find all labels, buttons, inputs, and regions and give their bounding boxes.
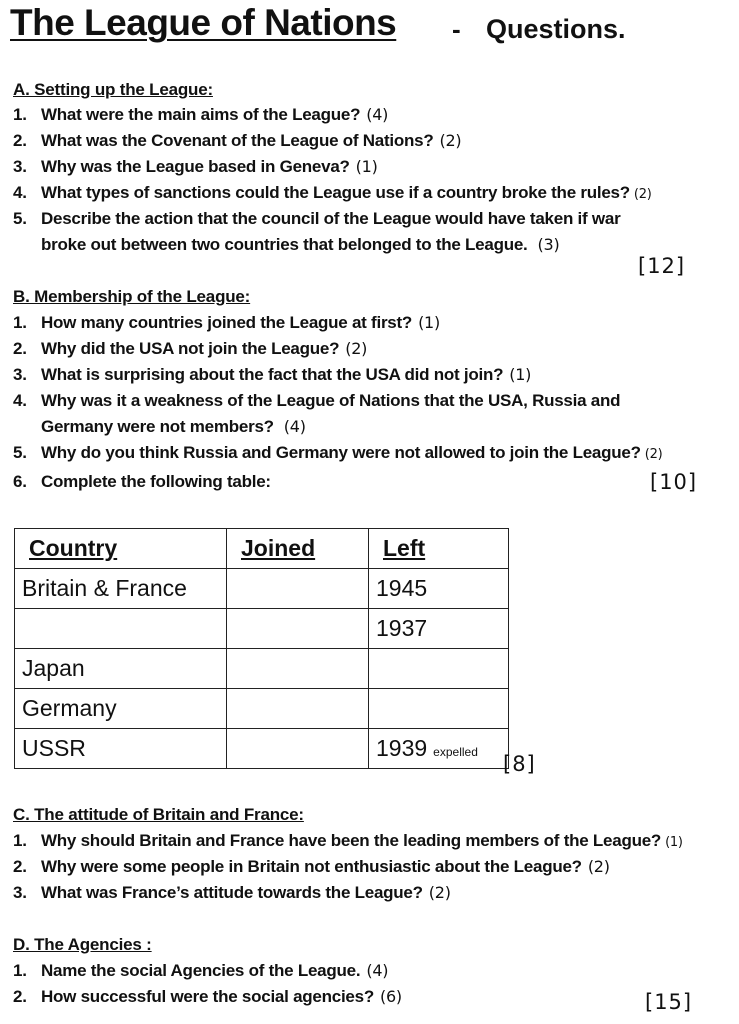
question-d2 xyxy=(13,987,402,1007)
question-text: How successful were the social agencies? xyxy=(41,987,374,1006)
question-number: 4. xyxy=(13,183,27,202)
question-text: What were the main aims of the League? xyxy=(41,105,361,124)
question-mark: (4) xyxy=(366,961,389,980)
table-row xyxy=(15,609,509,649)
question-mark: (3) xyxy=(537,235,560,254)
left-year: 1939 xyxy=(376,735,428,761)
question-number: 2. xyxy=(13,857,27,876)
question-text: Why was the League based in Geneva? xyxy=(41,157,350,176)
question-text: How many countries joined the League at first? xyxy=(41,313,413,332)
column-header-joined: Joined xyxy=(227,529,369,569)
left-year: 1945 xyxy=(376,575,428,601)
question-number: 1. xyxy=(13,961,27,980)
question-number: 3. xyxy=(13,883,27,902)
column-header-left: Left xyxy=(369,529,509,569)
cell-country: USSR xyxy=(15,729,227,769)
question-b3 xyxy=(13,365,531,385)
section-c-heading: C. The attitude of Britain and France: xyxy=(13,805,304,824)
question-mark: (6) xyxy=(379,987,402,1006)
question-number: 2. xyxy=(13,339,27,358)
cell-left xyxy=(369,729,509,769)
question-b4-continued xyxy=(41,417,306,437)
cell-left xyxy=(369,689,509,729)
cell-left xyxy=(369,569,509,609)
question-text: Why was it a weakness of the League of Nations that the USA, Russia and xyxy=(41,391,621,410)
question-text: Why do you think Russia and Germany were not allowed to join the League? xyxy=(41,443,641,462)
question-a5 xyxy=(13,209,620,229)
section-d-heading: D. The Agencies : xyxy=(13,935,152,954)
question-b2 xyxy=(13,339,367,359)
section-b-heading: B. Membership of the League: xyxy=(13,287,251,306)
question-mark: (1) xyxy=(355,157,378,176)
page-title: The League of Nations xyxy=(10,2,397,43)
question-text: Name the social Agencies of the League. xyxy=(41,961,361,980)
question-mark: (1) xyxy=(418,313,440,332)
table-total: [8] xyxy=(503,752,536,776)
question-number: 3. xyxy=(13,365,27,384)
question-a5-continued xyxy=(41,235,559,255)
question-mark: (1) xyxy=(665,835,683,850)
question-text: Why did the USA not join the League? xyxy=(41,339,340,358)
question-text: broke out between two countries that belonged to the League. xyxy=(41,235,528,254)
question-number: 5. xyxy=(13,443,27,462)
section-b-total: [10] xyxy=(650,470,698,494)
question-mark: (2) xyxy=(587,857,610,876)
question-text: What is surprising about the fact that the USA did not join? xyxy=(41,365,504,384)
question-mark: (1) xyxy=(509,365,532,384)
question-text: What types of sanctions could the League use if a country broke the rules? xyxy=(41,183,630,202)
question-number: 5. xyxy=(13,209,27,228)
question-number: 6. xyxy=(13,472,27,491)
question-number: 2. xyxy=(13,131,27,150)
question-text: Describe the action that the council of the League would have taken if war xyxy=(41,209,621,228)
question-a4 xyxy=(13,183,652,203)
cell-joined xyxy=(227,689,369,729)
question-text: Germany were not members? xyxy=(41,417,274,436)
table-row xyxy=(15,689,509,729)
cell-country xyxy=(15,609,227,649)
question-number: 1. xyxy=(13,313,27,332)
question-mark: (2) xyxy=(439,131,462,150)
cell-country: Japan xyxy=(15,649,227,689)
cell-left xyxy=(369,649,509,689)
cell-joined xyxy=(227,729,369,769)
membership-table xyxy=(14,528,509,769)
cell-left xyxy=(369,609,509,649)
question-c3 xyxy=(13,883,451,903)
table-row xyxy=(15,729,509,769)
expelled-note: expelled xyxy=(433,745,478,759)
question-a1 xyxy=(13,105,388,125)
question-a3 xyxy=(13,157,378,177)
question-mark: (2) xyxy=(345,339,368,358)
question-number: 1. xyxy=(13,831,27,850)
question-a2 xyxy=(13,131,461,151)
question-text: Complete the following table: xyxy=(41,472,271,491)
section-a-heading: A. Setting up the League: xyxy=(13,80,213,99)
cell-joined xyxy=(227,569,369,609)
question-mark: (2) xyxy=(644,447,663,462)
table-row xyxy=(15,569,509,609)
question-text: What was the Covenant of the League of Nations? xyxy=(41,131,434,150)
cell-joined xyxy=(227,649,369,689)
question-c1 xyxy=(13,831,683,851)
column-header-country: Country xyxy=(15,529,227,569)
cell-country: Germany xyxy=(15,689,227,729)
question-number: 4. xyxy=(13,391,27,410)
question-text: Why were some people in Britain not enthusiastic about the League? xyxy=(41,857,582,876)
section-d-total: [15] xyxy=(645,990,693,1014)
cell-country: Britain & France xyxy=(15,569,227,609)
question-mark: (4) xyxy=(366,105,389,124)
question-text: What was France’s attitude towards the League? xyxy=(41,883,423,902)
question-c2 xyxy=(13,857,610,877)
question-b4 xyxy=(13,391,620,411)
table-header-row xyxy=(15,529,509,569)
cell-joined xyxy=(227,609,369,649)
table-row xyxy=(15,649,509,689)
page-subtitle: Questions. xyxy=(486,14,626,44)
title-dash: - xyxy=(452,14,461,44)
question-mark: (2) xyxy=(428,883,451,902)
question-number: 1. xyxy=(13,105,27,124)
left-year: 1937 xyxy=(376,615,428,641)
section-a-total: [12] xyxy=(638,254,686,278)
question-text: Why should Britain and France have been the leading members of the League? xyxy=(41,831,662,850)
question-d1 xyxy=(13,961,388,981)
question-mark: (2) xyxy=(633,187,652,202)
question-b6 xyxy=(13,472,271,492)
question-b5 xyxy=(13,443,662,463)
question-number: 2. xyxy=(13,987,27,1006)
question-number: 3. xyxy=(13,157,27,176)
question-mark: (4) xyxy=(283,417,306,436)
question-b1 xyxy=(13,313,440,333)
